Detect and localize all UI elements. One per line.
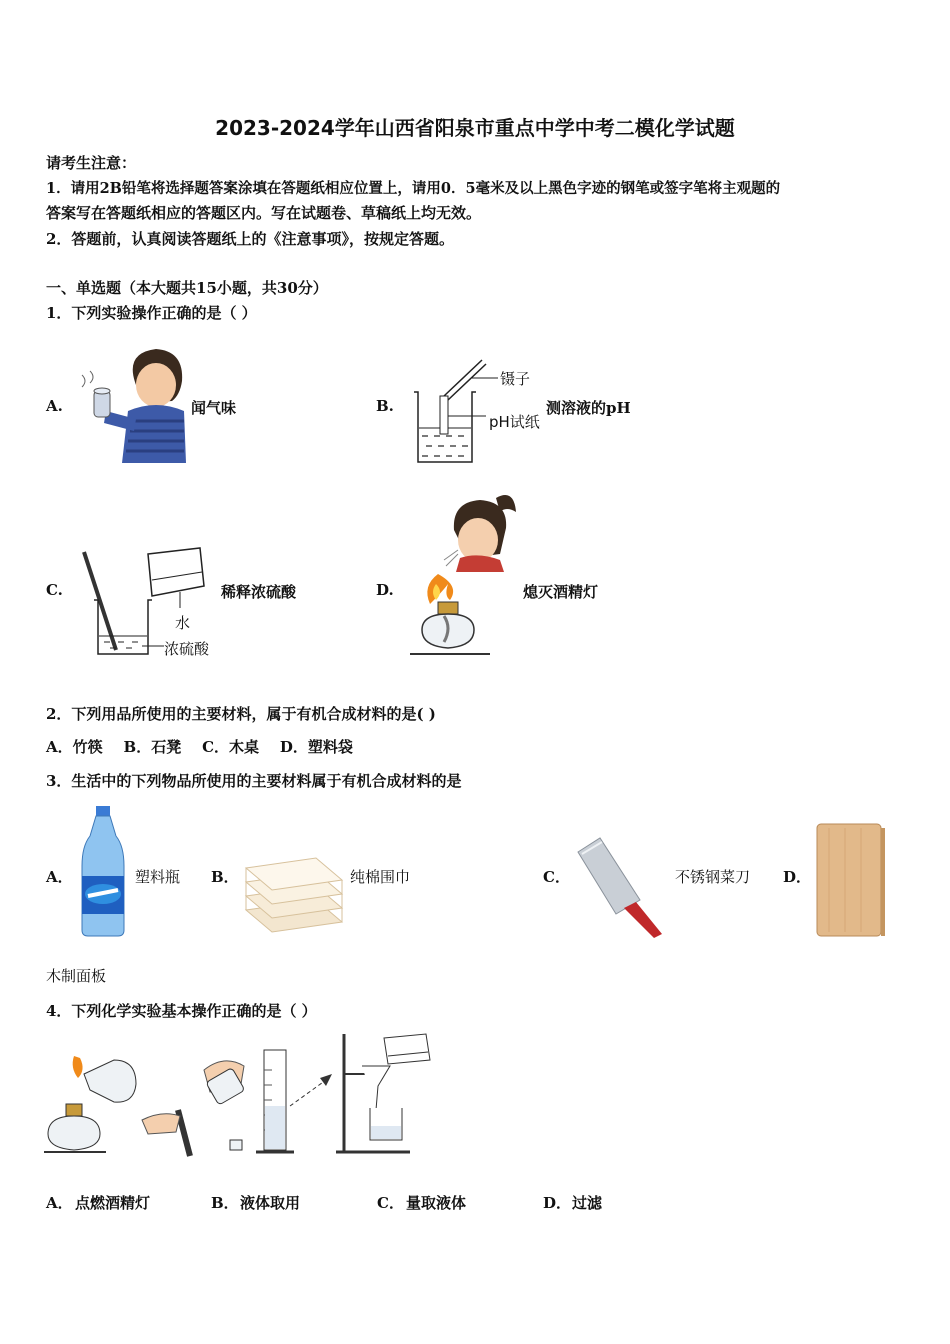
smelling-gas-illustration [76, 345, 188, 463]
section-heading: 一、单选题（本大题共15小题，共30分） [46, 279, 328, 297]
q1-option-d-caption: 熄灭酒精灯 [523, 583, 599, 601]
notice-line-1b: 答案写在答题纸相应的答题区内。写在试题卷、草稿纸上均无效。 [46, 204, 482, 222]
q1-option-d-letter: D. [376, 581, 394, 599]
q4-option-c-letter: C． [377, 1194, 404, 1212]
q4-option-b-caption: 液体取用 [240, 1194, 301, 1212]
q3-option-a-letter: A． [46, 868, 73, 886]
q3-option-c-letter: C． [543, 868, 570, 886]
label-water: 水 [175, 614, 191, 632]
q4-option-a-caption: 点燃酒精灯 [75, 1194, 151, 1212]
label-concentrated-acid: 浓硫酸 [164, 640, 210, 658]
question-3-stem: 3．生活中的下列物品所使用的主要材料属于有机合成材料的是 [46, 772, 462, 790]
page-title: 2023-2024学年山西省阳泉市重点中学中考二模化学试题 [215, 116, 735, 140]
notice-line-1a: 1．请用2B铅笔将选择题答案涂填在答题纸相应位置上，请用0．5毫米及以上黑色字迹的钢笔或签字笔将主观题的 [46, 180, 781, 197]
q3-option-d-caption: 木制面板 [46, 967, 107, 985]
q4-option-d-caption: 过滤 [572, 1194, 603, 1212]
q1-option-c-letter: C. [46, 581, 63, 599]
q4-option-b-letter: B． [211, 1194, 239, 1212]
cotton-scarf-image [242, 852, 346, 936]
q3-option-d-letter: D． [783, 868, 812, 886]
label-tweezers: 镊子 [500, 370, 531, 388]
steel-knife-image [574, 838, 666, 938]
label-ph-paper: pH试纸 [489, 413, 540, 431]
q3-option-b-caption: 纯棉围巾 [350, 868, 411, 886]
q3-option-a-caption: 塑料瓶 [135, 868, 181, 886]
q3-option-c-caption: 不锈钢菜刀 [675, 868, 751, 886]
question-1-stem: 1．下列实验操作正确的是（ ） [46, 304, 257, 322]
question-2-options: A．竹筷 B．石凳 C．木桌 D．塑料袋 [46, 738, 353, 756]
plastic-bottle-image [78, 806, 128, 938]
q1-option-a-caption: 闻气味 [191, 399, 237, 417]
q1-option-b-caption: 测溶液的pH [546, 399, 631, 417]
wooden-board-image [815, 822, 887, 940]
question-4-stem: 4．下列化学实验基本操作正确的是（ ） [46, 1002, 317, 1020]
question-2-stem: 2．下列用品所使用的主要材料，属于有机合成材料的是( ) [46, 705, 436, 723]
q3-option-b-letter: B． [211, 868, 239, 886]
q4-option-a-letter: A． [46, 1194, 73, 1212]
q4-option-d-letter: D． [543, 1194, 572, 1212]
q4-option-c-caption: 量取液体 [406, 1194, 467, 1212]
notice-heading: 请考生注意： [46, 154, 137, 172]
lab-operations-illustration [44, 1030, 444, 1160]
extinguish-lamp-illustration [408, 492, 520, 658]
q1-option-c-caption: 稀释浓硫酸 [221, 583, 297, 601]
notice-line-2: 2．答题前，认真阅读答题纸上的《注意事项》，按规定答题。 [46, 230, 454, 248]
q1-option-a-letter: A. [46, 397, 63, 415]
q1-option-b-letter: B. [376, 397, 394, 415]
